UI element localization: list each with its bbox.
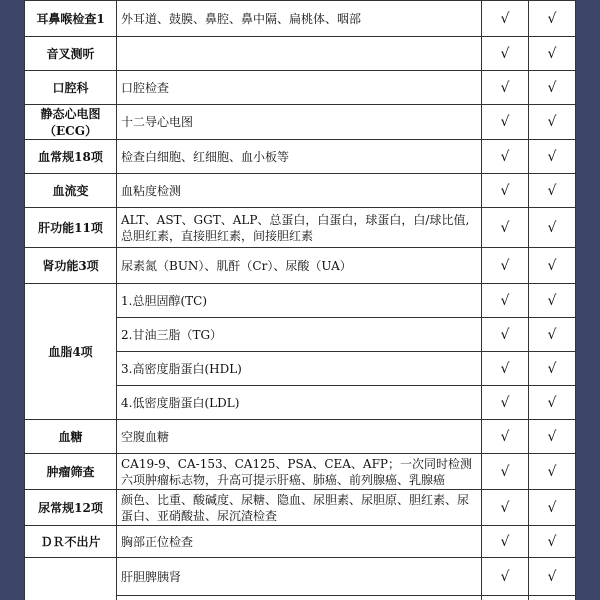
table-row (25, 174, 576, 208)
check-mark: √ (529, 248, 576, 284)
check-mark: √ (529, 526, 576, 558)
item-description: CA19-9、CA-153、CA125、PSA、CEA、AFP；一次同时检测六项肿瘤标志物，升高可提示肝癌、肺癌、前列腺癌、乳腺癌 (117, 454, 482, 490)
check-mark (482, 596, 529, 600)
item-description (117, 596, 482, 600)
item-description: 2.甘油三脂（TG） (117, 318, 482, 352)
item-name: 肿瘤筛查 (25, 454, 117, 490)
check-mark: √ (482, 420, 529, 454)
check-mark: √ (482, 454, 529, 490)
item-description: 颜色、比重、酸碱度、尿糖、隐血、尿胆素、尿胆原、胆红素、尿蛋白、亚硝酸盐、尿沉渣检查 (117, 490, 482, 526)
item-description: 4.低密度脂蛋白(LDL) (117, 386, 482, 420)
check-mark: √ (529, 37, 576, 71)
item-name: ＤＲ不出片 (25, 526, 117, 558)
item-name: 肾功能3项 (25, 248, 117, 284)
item-name: 血流变 (25, 174, 117, 208)
check-mark: √ (529, 1, 576, 37)
item-description: 口腔检查 (117, 71, 482, 105)
check-mark: √ (529, 140, 576, 174)
item-description: 肝胆脾胰肾 (117, 558, 482, 596)
check-mark: √ (482, 526, 529, 558)
item-name (25, 558, 117, 600)
check-mark: √ (529, 174, 576, 208)
check-mark: √ (529, 208, 576, 248)
table-row (25, 140, 576, 174)
check-mark: √ (482, 248, 529, 284)
table-row (25, 1, 576, 37)
table-row (25, 490, 576, 526)
item-description: 血粘度检测 (117, 174, 482, 208)
item-name: 音叉测听 (25, 37, 117, 71)
item-name: 静态心电图（ECG） (25, 105, 117, 140)
item-description: ALT、AST、GGT、ALP、总蛋白，白蛋白，球蛋白，白/球比值,总胆红素，直接胆红素，间接胆红素 (117, 208, 482, 248)
check-mark: √ (529, 454, 576, 490)
item-description: 胸部正位检查 (117, 526, 482, 558)
check-mark: √ (482, 208, 529, 248)
table-row (25, 526, 576, 558)
check-mark: √ (529, 71, 576, 105)
check-mark: √ (482, 490, 529, 526)
check-mark: √ (482, 352, 529, 386)
item-description: 外耳道、鼓膜、鼻腔、鼻中隔、扁桃体、咽部 (117, 1, 482, 37)
check-mark: √ (529, 558, 576, 596)
check-mark: √ (482, 105, 529, 140)
table-row (25, 208, 576, 248)
check-mark: √ (529, 318, 576, 352)
check-mark: √ (529, 105, 576, 140)
check-mark: √ (482, 37, 529, 71)
item-name: 耳鼻喉检查1 (25, 1, 117, 37)
checkup-sheet (24, 0, 576, 600)
check-mark: √ (482, 558, 529, 596)
checkup-table (24, 0, 576, 600)
item-name: 口腔科 (25, 71, 117, 105)
check-mark: √ (529, 386, 576, 420)
table-row (25, 454, 576, 490)
item-name: 血糖 (25, 420, 117, 454)
item-name: 血脂4项 (25, 284, 117, 420)
item-description (117, 37, 482, 71)
table-row (25, 71, 576, 105)
table-row (25, 105, 576, 140)
check-mark: √ (482, 71, 529, 105)
table-row (25, 420, 576, 454)
table-row (25, 558, 576, 596)
item-name: 血常规18项 (25, 140, 117, 174)
check-mark: √ (482, 284, 529, 318)
check-mark: √ (482, 174, 529, 208)
check-mark: √ (482, 318, 529, 352)
item-description: 检查白细胞、红细胞、血小板等 (117, 140, 482, 174)
table-row (25, 284, 576, 318)
check-mark: √ (529, 352, 576, 386)
check-mark: √ (529, 490, 576, 526)
item-name: 尿常规12项 (25, 490, 117, 526)
check-mark: √ (482, 386, 529, 420)
check-mark: √ (529, 284, 576, 318)
item-description: 1.总胆固醇(TC) (117, 284, 482, 318)
check-mark: √ (529, 420, 576, 454)
check-mark: √ (482, 140, 529, 174)
item-description: 3.高密度脂蛋白(HDL) (117, 352, 482, 386)
table-row (25, 37, 576, 71)
item-description: 尿素氮（BUN）、肌酐（Cr）、尿酸（UA） (117, 248, 482, 284)
item-description: 十二导心电图 (117, 105, 482, 140)
item-description: 空腹血糖 (117, 420, 482, 454)
check-mark: √ (482, 1, 529, 37)
table-row (25, 248, 576, 284)
check-mark (529, 596, 576, 600)
item-name: 肝功能11项 (25, 208, 117, 248)
